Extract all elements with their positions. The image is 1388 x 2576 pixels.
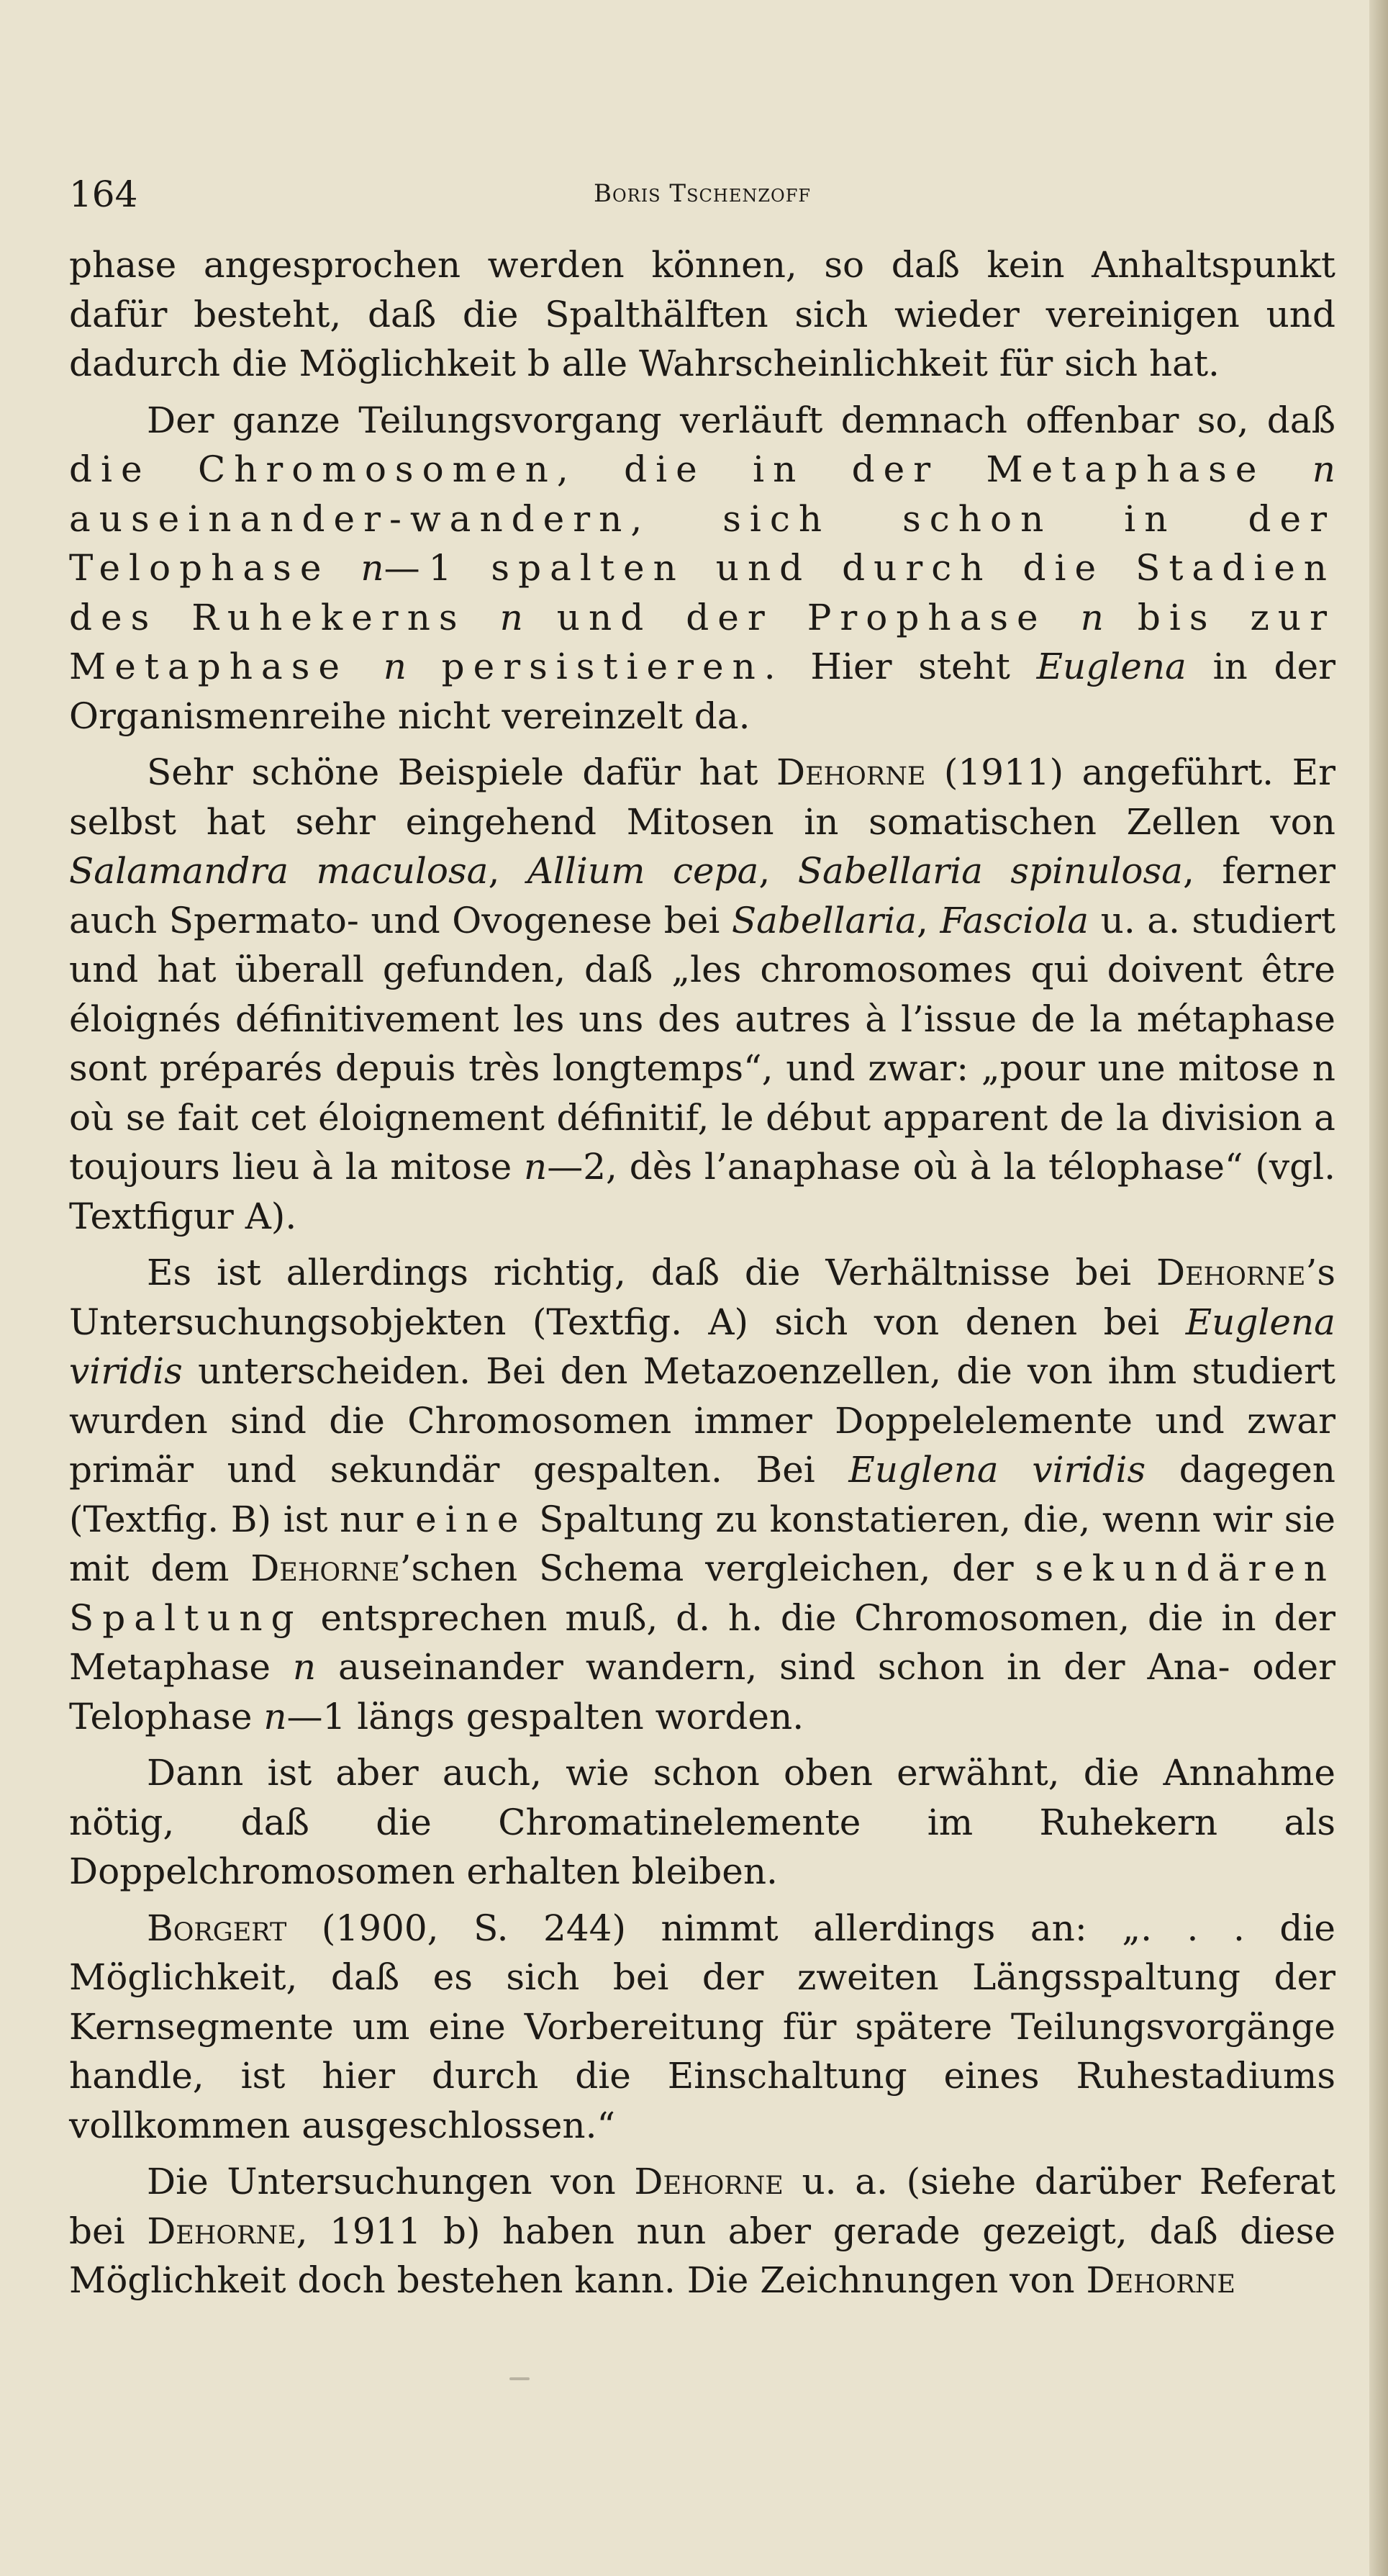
italic-term: n — [360, 547, 384, 589]
spaced-emphasis: persistieren. — [406, 646, 784, 687]
text-run: Sehr schöne Beispiele dafür hat — [147, 751, 776, 793]
author-name: Dehorne — [776, 751, 926, 793]
paragraph — [69, 1748, 1335, 1897]
text-run: u. a. (siehe darüber Referat bei — [69, 2161, 1335, 2252]
text-run: phase angesprochen werden können, so daß kein Anhaltspunkt dafür besteht, daß die Spalthälften sich wieder vereinigen und dadurch die Möglichkeit b alle Wahrscheinlichkeit für sich hat. — [69, 244, 1335, 384]
text-run: auseinander wandern, sind schon in der Ana- oder Telophase — [69, 1646, 1335, 1737]
italic-term: n — [1312, 448, 1335, 490]
italic-term: n — [1080, 596, 1104, 638]
italic-term: n — [292, 1646, 317, 1688]
spaced-emphasis: bis zur Metaphase — [69, 596, 1335, 687]
italic-term: Allium cepa — [527, 850, 759, 892]
paragraph — [69, 396, 1335, 741]
author-name: Dehorne — [1156, 1252, 1306, 1293]
body-text — [69, 240, 1335, 2305]
author-name: Dehorne — [1086, 2259, 1235, 2301]
book-page — [69, 167, 1335, 2313]
italic-term: Fasciola — [940, 899, 1089, 941]
author-name: Dehorne — [147, 2210, 296, 2252]
text-run: , ferner auch Spermato- und Ovogenese bei — [69, 850, 1336, 941]
italic-term: n — [499, 596, 523, 638]
author-name: Borgert — [147, 1907, 287, 1949]
text-run: —1 längs gespalten worden. — [286, 1695, 804, 1737]
running-title-author: Boris Tschenzoff — [593, 179, 812, 208]
paragraph — [69, 748, 1335, 1241]
spaced-emphasis: auseinander-wandern, sich schon in der Telophase — [69, 497, 1335, 589]
text-run: Der ganze Teilungsvorgang verläuft demnach offenbar so, daß — [147, 399, 1335, 441]
paragraph — [69, 1248, 1335, 1741]
italic-term: Euglena viridis — [848, 1449, 1146, 1491]
text-run: unterscheiden. Bei den Metazoenzellen, die von ihm studiert wurden sind die Chromosomen immer Doppelelemente und zwar primär und sekundär gespalten. Bei — [69, 1350, 1335, 1491]
text-run: —2, dès l’anaphase où à la télophase“ (vgl. Textfigur A). — [69, 1146, 1336, 1237]
text-run: , 1911 b) haben nun aber gerade gezeigt, daß diese Möglichkeit doch bestehen kann. Die Zeichnungen von — [69, 2210, 1336, 2301]
text-run: , — [758, 850, 798, 892]
text-run: Die Untersuchungen von — [147, 2161, 635, 2202]
paragraph — [69, 2157, 1335, 2305]
page-edge-shadow — [1369, 0, 1388, 2576]
italic-term: Sabellaria spinulosa — [797, 850, 1183, 892]
text-run: (1900, S. 244) nimmt allerdings an: „. . . die Möglichkeit, daß es sich bei der zweiten Längsspaltung der Kernsegmente um eine Vorbereitung für spätere Teilungsvorgänge handle, ist hier durch die Einschaltung eines Ruhestadiums vollkommen ausgeschlossen.“ — [69, 1907, 1335, 2146]
italic-term: n — [383, 646, 407, 687]
spaced-emphasis: —1 spalten und durch die Stadien des Ruhekerns — [69, 547, 1336, 638]
text-run: Hier steht — [784, 646, 1037, 687]
author-name: Dehorne — [250, 1547, 400, 1589]
paper-smudge-mark — [509, 2377, 530, 2380]
paragraph — [69, 240, 1335, 389]
page-number: 164 — [69, 173, 138, 215]
text-run: , — [917, 899, 940, 941]
author-name: Dehorne — [634, 2161, 784, 2202]
running-head — [69, 167, 1335, 225]
text-run: ’schen Schema vergleichen, der — [399, 1547, 1035, 1589]
text-run: u. a. studiert und hat überall gefunden, daß „les chromosomes qui doivent être éloignés définitivement les uns des autres à l’issue de la métaphase sont préparés depuis très longtemps“, und zwar: „pour une mitose n où se fait cet éloignement définitif, le début apparent de la division a toujours lieu à la mitose — [69, 899, 1335, 1188]
text-run: Es ist allerdings richtig, daß die Verhältnisse bei — [147, 1252, 1157, 1293]
italic-term: Euglena viridis — [69, 1301, 1335, 1392]
text-run: , — [488, 850, 527, 892]
spaced-emphasis: und der Prophase — [522, 596, 1081, 638]
text-run: dagegen (Textfig. B) ist nur — [69, 1449, 1335, 1540]
text-run: in der Organismenreihe nicht vereinzelt da. — [69, 646, 1336, 737]
italic-term: n — [263, 1695, 287, 1737]
text-run: Dann ist aber auch, wie schon oben erwähnt, die Annahme nötig, daß die Chromatinelemente im Ruhekern als Doppelchromosomen erhalten bleiben. — [69, 1752, 1335, 1892]
spaced-emphasis: die Chromosomen, die in der Metaphase — [69, 448, 1312, 490]
paragraph — [69, 1904, 1335, 2151]
text-run: Spaltung zu konstatieren, die, wenn wir sie mit dem — [69, 1498, 1335, 1589]
text-run: (1911) angeführt. Er selbst hat sehr eingehend Mitosen in somatischen Zellen von — [69, 751, 1335, 843]
spaced-emphasis: sekundären Spaltung — [69, 1547, 1336, 1639]
italic-term: n — [524, 1146, 548, 1188]
spaced-emphasis: eine — [415, 1498, 527, 1540]
italic-term: Sabellaria — [731, 899, 917, 941]
italic-term: Euglena — [1036, 646, 1187, 687]
italic-term: Salamandra maculosa — [69, 850, 489, 892]
text-run: entsprechen muß, d. h. die Chromosomen, die in der Metaphase — [69, 1596, 1335, 1688]
text-run: ’s Untersuchungsobjekten (Textfig. A) sich von denen bei — [69, 1252, 1335, 1343]
